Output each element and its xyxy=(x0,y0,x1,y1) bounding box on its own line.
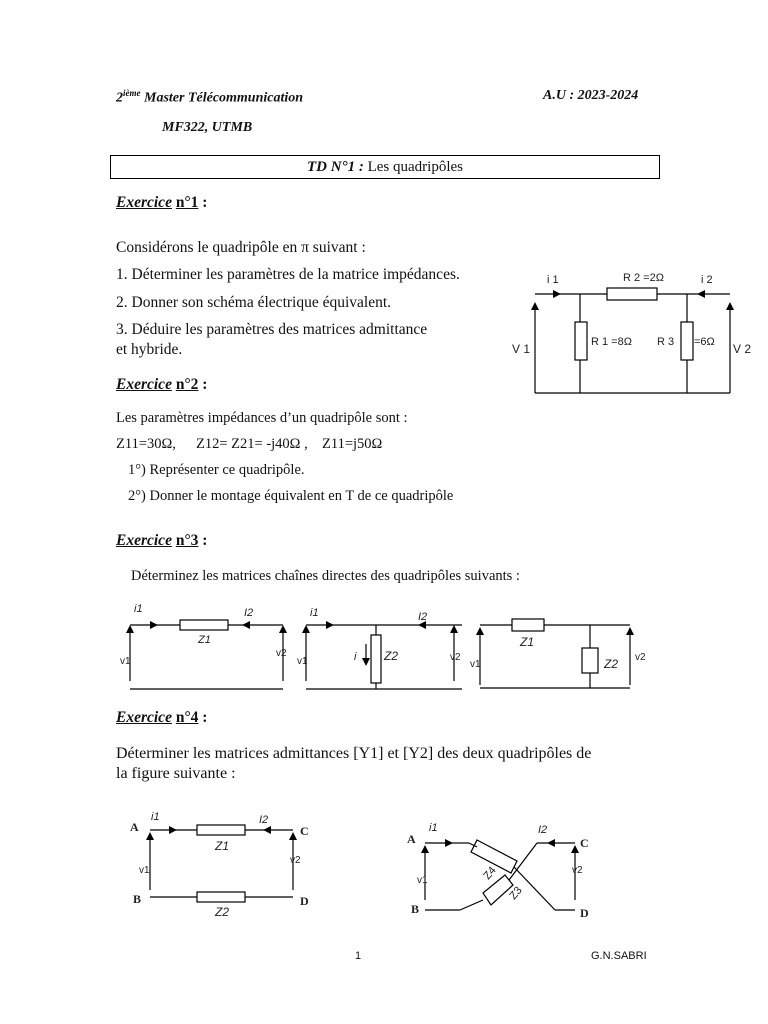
ex3a-z-label: Z1 xyxy=(198,634,211,646)
ex3-intro: Déterminez les matrices chaînes directes des quadripôles suivants : xyxy=(131,568,520,584)
ex3-heading: Exercice n°3 : xyxy=(116,532,208,549)
ex4l-d-label: D xyxy=(300,894,309,908)
ex3-shunt-circuit xyxy=(296,598,468,696)
ex4r-c-label: C xyxy=(580,836,589,850)
ex1-r3-value: =6Ω xyxy=(694,336,715,348)
ex4r-z3-label: Z3 xyxy=(507,884,525,903)
ex4r-i1-label: i1 xyxy=(429,822,438,834)
ex1-question-3a: 3. Déduire les paramètres des matrices admittance xyxy=(116,321,428,338)
ex2-z12-z21: Z12= Z21= -j40Ω , xyxy=(196,436,308,452)
ex3b-v1-label: v1 xyxy=(297,656,308,667)
ex4l-z2-label: Z2 xyxy=(215,905,230,919)
ex3b-i-label: i xyxy=(354,651,357,663)
ex4l-b-label: B xyxy=(133,892,142,906)
ex4l-v2-label: v2 xyxy=(290,855,301,866)
ex3b-v2-label: v2 xyxy=(450,652,461,663)
ex1-i2-label: i 2 xyxy=(701,274,713,286)
ex2-heading: Exercice n°2 : xyxy=(116,376,208,393)
ex4l-v1-label: v1 xyxy=(139,865,150,876)
ex1-i1-label: i 1 xyxy=(547,274,559,286)
ex1-v2-label: V 2 xyxy=(733,342,752,356)
ex1-r3-label: R 3 xyxy=(657,336,675,348)
ex1-v1-label: V 1 xyxy=(512,342,531,356)
ex1-question-2: 2. Donner son schéma électrique équivalent. xyxy=(116,294,392,311)
ex1-intro: Considérons le quadripôle en π suivant : xyxy=(116,239,366,256)
ex1-question-3b: et hybride. xyxy=(116,341,183,358)
ex1-question-1: 1. Déterminer les paramètres de la matrice impédances. xyxy=(116,266,460,283)
academic-year: A.U : 2023-2024 xyxy=(543,88,639,103)
ex4l-i2-label: I2 xyxy=(259,814,269,826)
ex3b-z-label: Z2 xyxy=(384,649,399,663)
ex1-r1-label: R 1 =8Ω xyxy=(591,336,632,348)
ex4r-z4-label: Z4 xyxy=(481,864,499,883)
course-code: MF322, UTMB xyxy=(162,120,253,135)
ex2-intro: Les paramètres impédances d’un quadripôle sont : xyxy=(116,410,408,426)
ex2-question-1: 1°) Représenter ce quadripôle. xyxy=(128,462,305,478)
ex1-heading: Exercice n°1 : xyxy=(116,194,208,211)
document-title: TD N°1 : Les quadripôles xyxy=(110,155,660,179)
ex2-z22: Z11=j50Ω xyxy=(322,436,383,452)
page-number: 1 xyxy=(355,950,362,962)
ex3b-i2-label: I2 xyxy=(418,611,428,623)
program-title: 2ième Master Télécommunication xyxy=(116,88,304,106)
ex4l-z1-label: Z1 xyxy=(215,839,230,853)
ex3a-v1-label: v1 xyxy=(120,656,131,667)
ex1-pi-circuit xyxy=(505,265,755,400)
ex4r-a-label: A xyxy=(407,832,416,846)
ex3c-v2-label: v2 xyxy=(635,652,646,663)
ex4-intro-line-2: la figure suivante : xyxy=(116,765,236,782)
author: G.N.SABRI xyxy=(591,950,647,962)
ex3c-z1-label: Z1 xyxy=(520,635,535,649)
ex3c-v1-label: v1 xyxy=(470,659,481,670)
ex3b-i1-label: i1 xyxy=(310,607,319,619)
ex3-l-circuit xyxy=(470,610,675,695)
ex3a-i2-label: I2 xyxy=(244,607,254,619)
ex4-right-circuit xyxy=(405,815,615,925)
ex3-series-circuit xyxy=(118,598,293,696)
ex4-left-circuit xyxy=(125,805,325,920)
ex3a-v2-label: v2 xyxy=(276,648,287,659)
ex4r-d-label: D xyxy=(580,906,589,920)
ex4l-a-label: A xyxy=(130,820,139,834)
ex4r-i2-label: I2 xyxy=(538,824,548,836)
ex3c-z2-label: Z2 xyxy=(604,657,619,671)
ex3a-i1-label: i1 xyxy=(134,603,143,615)
ex4r-v2-label: v2 xyxy=(572,865,583,876)
ex1-r2-label: R 2 =2Ω xyxy=(623,272,664,284)
ex4-intro-line-1: Déterminer les matrices admittances [Y1] et [Y2] des deux quadripôles de xyxy=(116,745,592,762)
ex4r-b-label: B xyxy=(411,902,420,916)
ex4-heading: Exercice n°4 : xyxy=(116,709,208,726)
ex2-z11: Z11=30Ω, xyxy=(116,436,176,452)
ex4l-i1-label: i1 xyxy=(151,811,160,823)
ex4r-v1-label: v1 xyxy=(417,875,428,886)
ex4l-c-label: C xyxy=(300,824,309,838)
ex2-question-2: 2°) Donner le montage équivalent en T de ce quadripôle xyxy=(128,488,454,504)
